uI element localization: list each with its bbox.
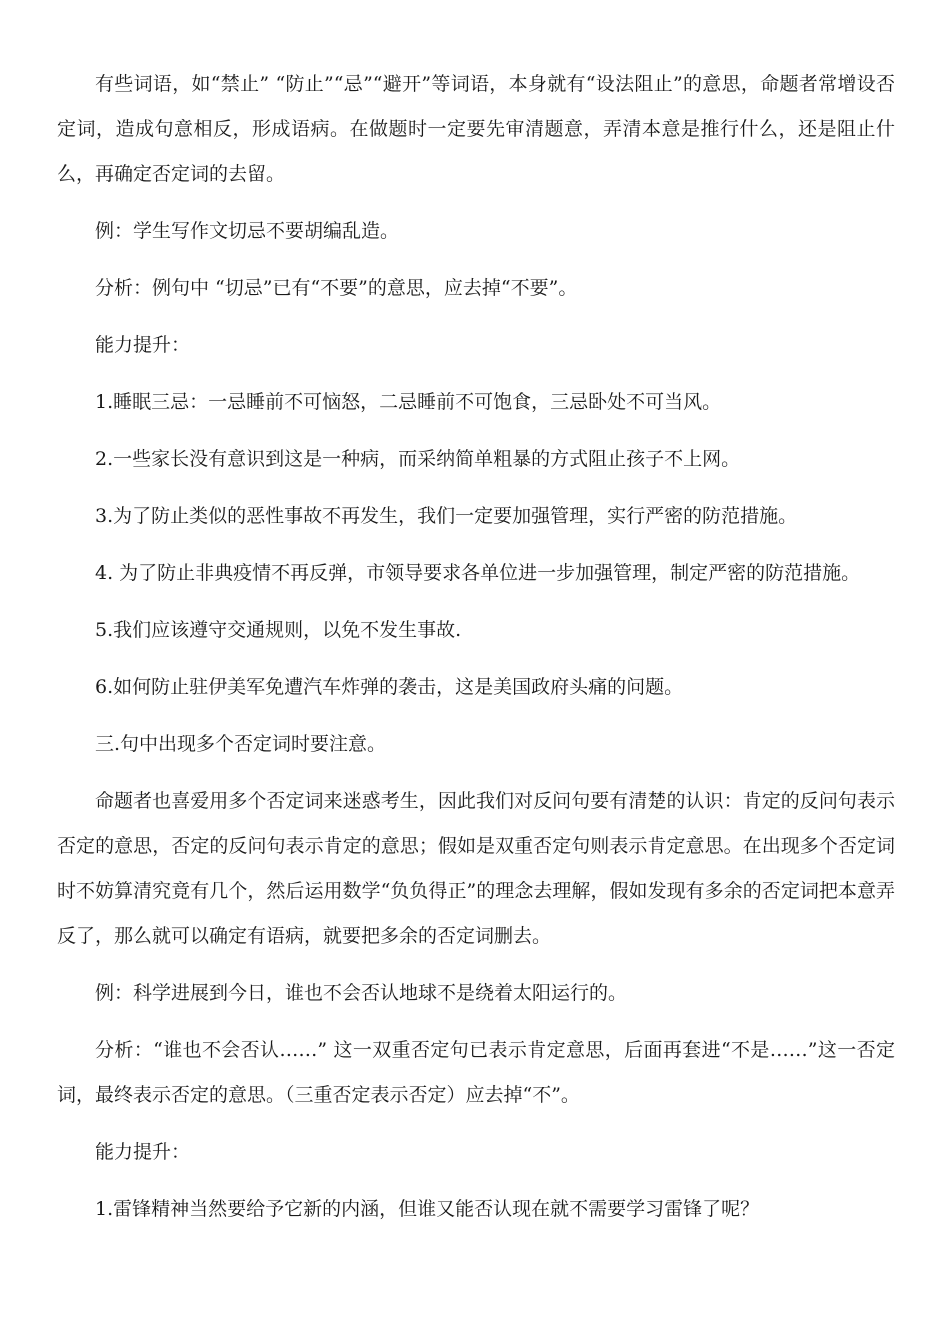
exercise-heading: 能力提升： (95, 1141, 191, 1163)
exercise-item-1: 1.睡眠三忌：一忌睡前不可恼怒，二忌睡前不可饱食，三忌卧处不可当风。 (95, 391, 722, 413)
example-analysis: 分析：例句中 “切忌”已有“不要”的意思，应去掉“不要”。 (95, 277, 578, 299)
example-analysis: 分析：“谁也不会否认……” 这一双重否定句已表示肯定意思，后面再套进“不是……”这一否定词，最终表示否定的意思。（三重否定表示否定）应去掉“不”。 (57, 1039, 895, 1106)
example-sentence: 例：学生写作文切忌不要胡编乱造。 (95, 220, 400, 242)
exercise-heading: 能力提升： (95, 334, 191, 356)
section-heading: 三.句中出现多个否定词时要注意。 (95, 733, 387, 755)
exercise-item-2: 2.一些家长没有意识到这是一种病，而采纳简单粗暴的方式阻止孩子不上网。 (95, 448, 741, 470)
exercise-item-3: 3.为了防止类似的恶性事故不再发生，我们一定要加强管理，实行严密的防范措施。 (95, 505, 798, 527)
example-sentence: 例：科学进展到今日，谁也不会否认地球不是绕着太阳运行的。 (95, 982, 628, 1004)
document-page (57, 62, 895, 1232)
intro-paragraph: 有些词语，如“禁止” “防止”“忌”“避开”等词语，本身就有“设法阻止”的意思，命题者常增设否定词，造成句意相反，形成语病。在做题时一定要先审清题意，弄清本意是推行什么，还是阻止什么，再确定否定词的去留。 (57, 73, 895, 185)
exercise-item-5: 5.我们应该遵守交通规则，以免不发生事故. (95, 619, 462, 641)
exercise-item-4: 4. 为了防止非典疫情不再反弹，市领导要求各单位进一步加强管理，制定严密的防范措施。 (95, 562, 861, 584)
section-explanation: 命题者也喜爱用多个否定词来迷惑考生，因此我们对反问句要有清楚的认识：肯定的反问句表示否定的意思，否定的反问句表示肯定的意思；假如是双重否定句则表示肯定意思。在出现多个否定词时不妨算清究竟有几个，然后运用数学“负负得正”的理念去理解，假如发现有多余的否定词把本意弄反了，那么就可以确定有语病，就要把多余的否定词删去。 (57, 790, 895, 947)
exercise-item-1: 1.雷锋精神当然要给予它新的内涵，但谁又能否认现在就不需要学习雷锋了呢？ (95, 1198, 760, 1220)
exercise-item-6: 6.如何防止驻伊美军免遭汽车炸弹的袭击，这是美国政府头痛的问题。 (95, 676, 684, 698)
